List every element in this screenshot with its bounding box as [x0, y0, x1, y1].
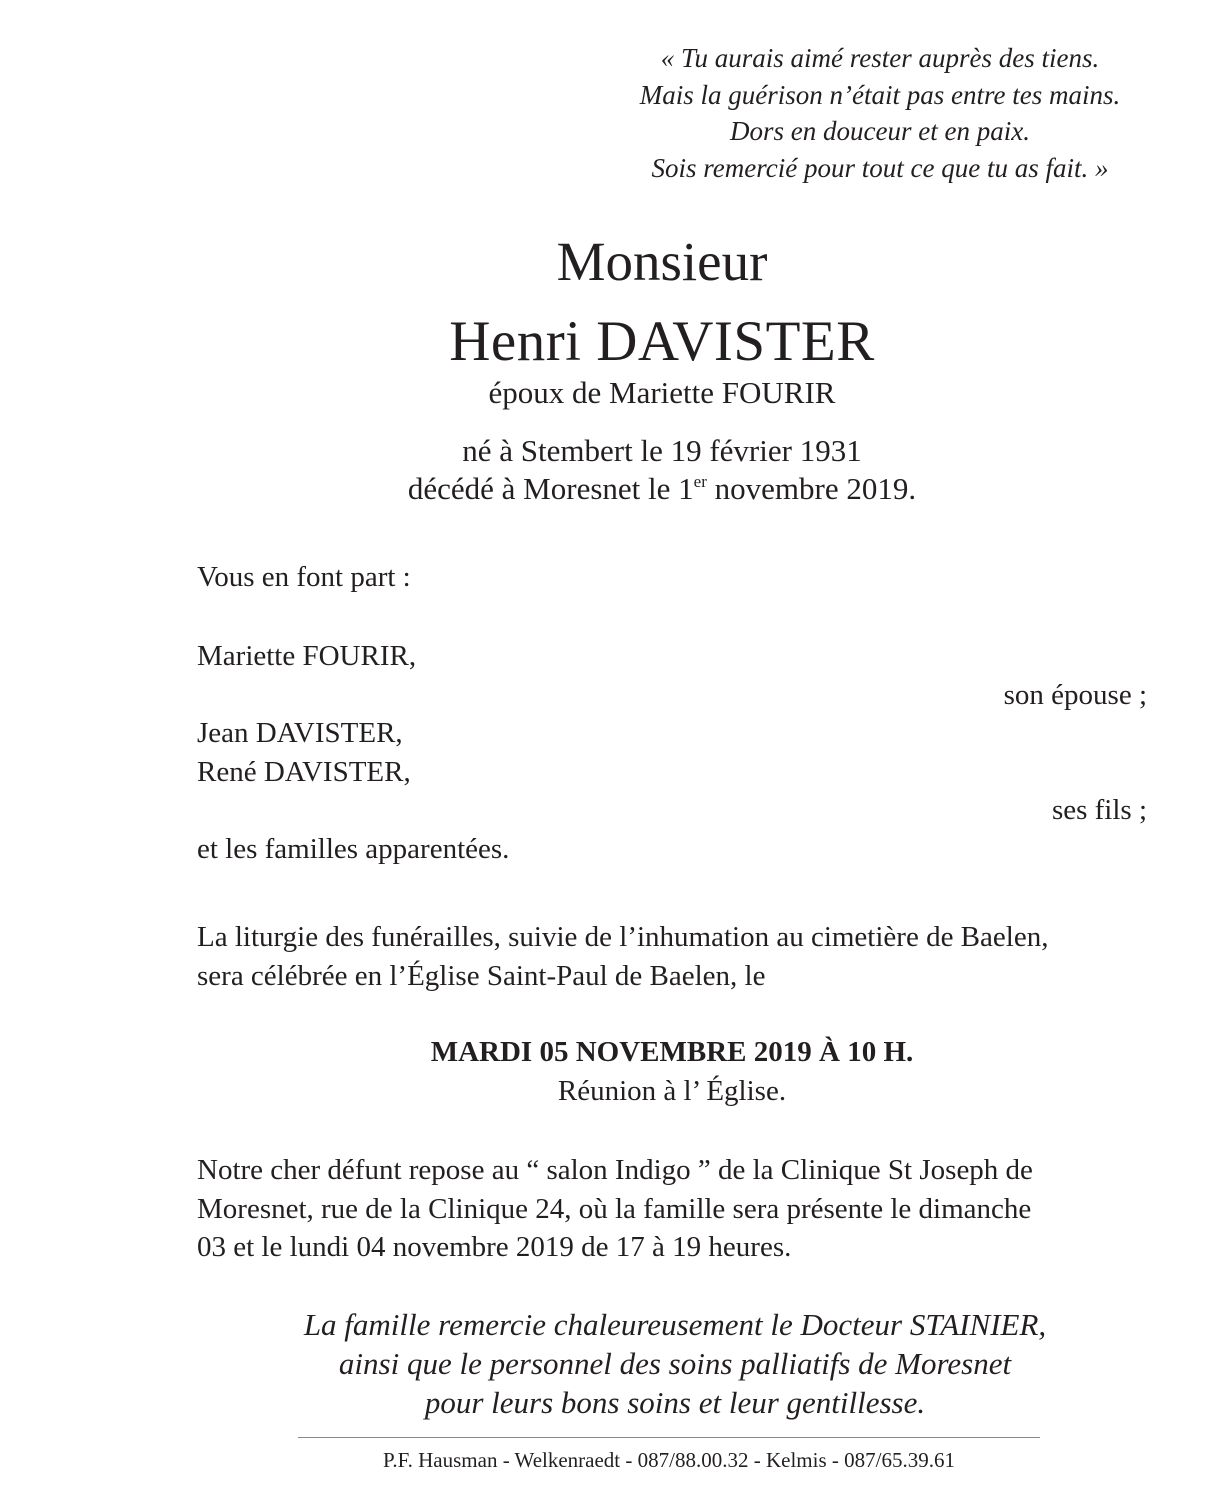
family-member: Jean DAVISTER,	[197, 717, 403, 749]
funeral-home-footer: P.F. Hausman - Welkenraedt - 087/88.00.32 - Kelmis - 087/65.39.61	[383, 1448, 955, 1472]
deceased-block	[300, 232, 1024, 508]
funeral-info	[197, 918, 1147, 995]
death-suffix: novembre 2019.	[706, 471, 917, 506]
family-member: René DAVISTER,	[197, 755, 411, 788]
spouse-line: époux de Mariette FOURIR	[488, 375, 836, 410]
ordinal-superscript: er	[693, 472, 707, 491]
thanks-message	[260, 1305, 1090, 1422]
family-list	[197, 637, 1147, 868]
deceased-name: Henri DAVISTER	[449, 310, 875, 373]
intro-text: Vous en font part :	[197, 561, 411, 593]
thanks-line: ainsi que le personnel des soins palliatifs de Moresnet	[338, 1346, 1012, 1381]
repose-line: Notre cher défunt repose au “ salon Indigo ” de la Clinique St Joseph de	[197, 1154, 1033, 1186]
repose-line: 03 et le lundi 04 novembre 2019 de 17 à 19 heures.	[197, 1231, 792, 1263]
family-member: et les familles apparentées.	[197, 832, 510, 865]
death-line	[300, 470, 1024, 508]
announcement-intro	[197, 558, 1147, 597]
poem-line: Dors en douceur et en paix.	[730, 116, 1030, 146]
family-relation: son épouse ;	[1003, 678, 1147, 711]
family-member: Mariette FOURIR,	[197, 640, 417, 672]
thanks-line: pour leurs bons soins et leur gentillesse.	[424, 1385, 926, 1420]
honorific-title: Monsieur	[556, 231, 768, 292]
funeral-line: La liturgie des funérailles, suivie de l’inhumation au cimetière de Baelen,	[197, 921, 1049, 953]
meeting-place: Réunion à l’ Église.	[557, 1074, 787, 1107]
funeral-datetime-block	[197, 1033, 1147, 1110]
footer-divider	[298, 1437, 1040, 1438]
death-prefix: décédé à Moresnet le 1	[407, 471, 694, 506]
repose-info	[197, 1151, 1147, 1267]
thanks-line: La famille remercie chaleureusement le Docteur STAINIER,	[303, 1307, 1047, 1342]
poem-line: Sois remercié pour tout ce que tu as fait. »	[651, 152, 1109, 183]
funeral-datetime: MARDI 05 NOVEMBRE 2019 À 10 H.	[430, 1036, 914, 1068]
funeral-line: sera célébrée en l’Église Saint-Paul de Baelen, le	[197, 959, 766, 992]
memorial-poem	[600, 40, 1160, 186]
repose-line: Moresnet, rue de la Clinique 24, où la famille sera présente le dimanche	[197, 1192, 1032, 1225]
birth-line: né à Stembert le 19 février 1931	[462, 433, 862, 468]
family-relation: ses fils ;	[1051, 794, 1147, 826]
poem-line: Mais la guérison n’était pas entre tes mains.	[639, 79, 1121, 110]
poem-line: « Tu aurais aimé rester auprès des tiens.	[660, 43, 1100, 73]
